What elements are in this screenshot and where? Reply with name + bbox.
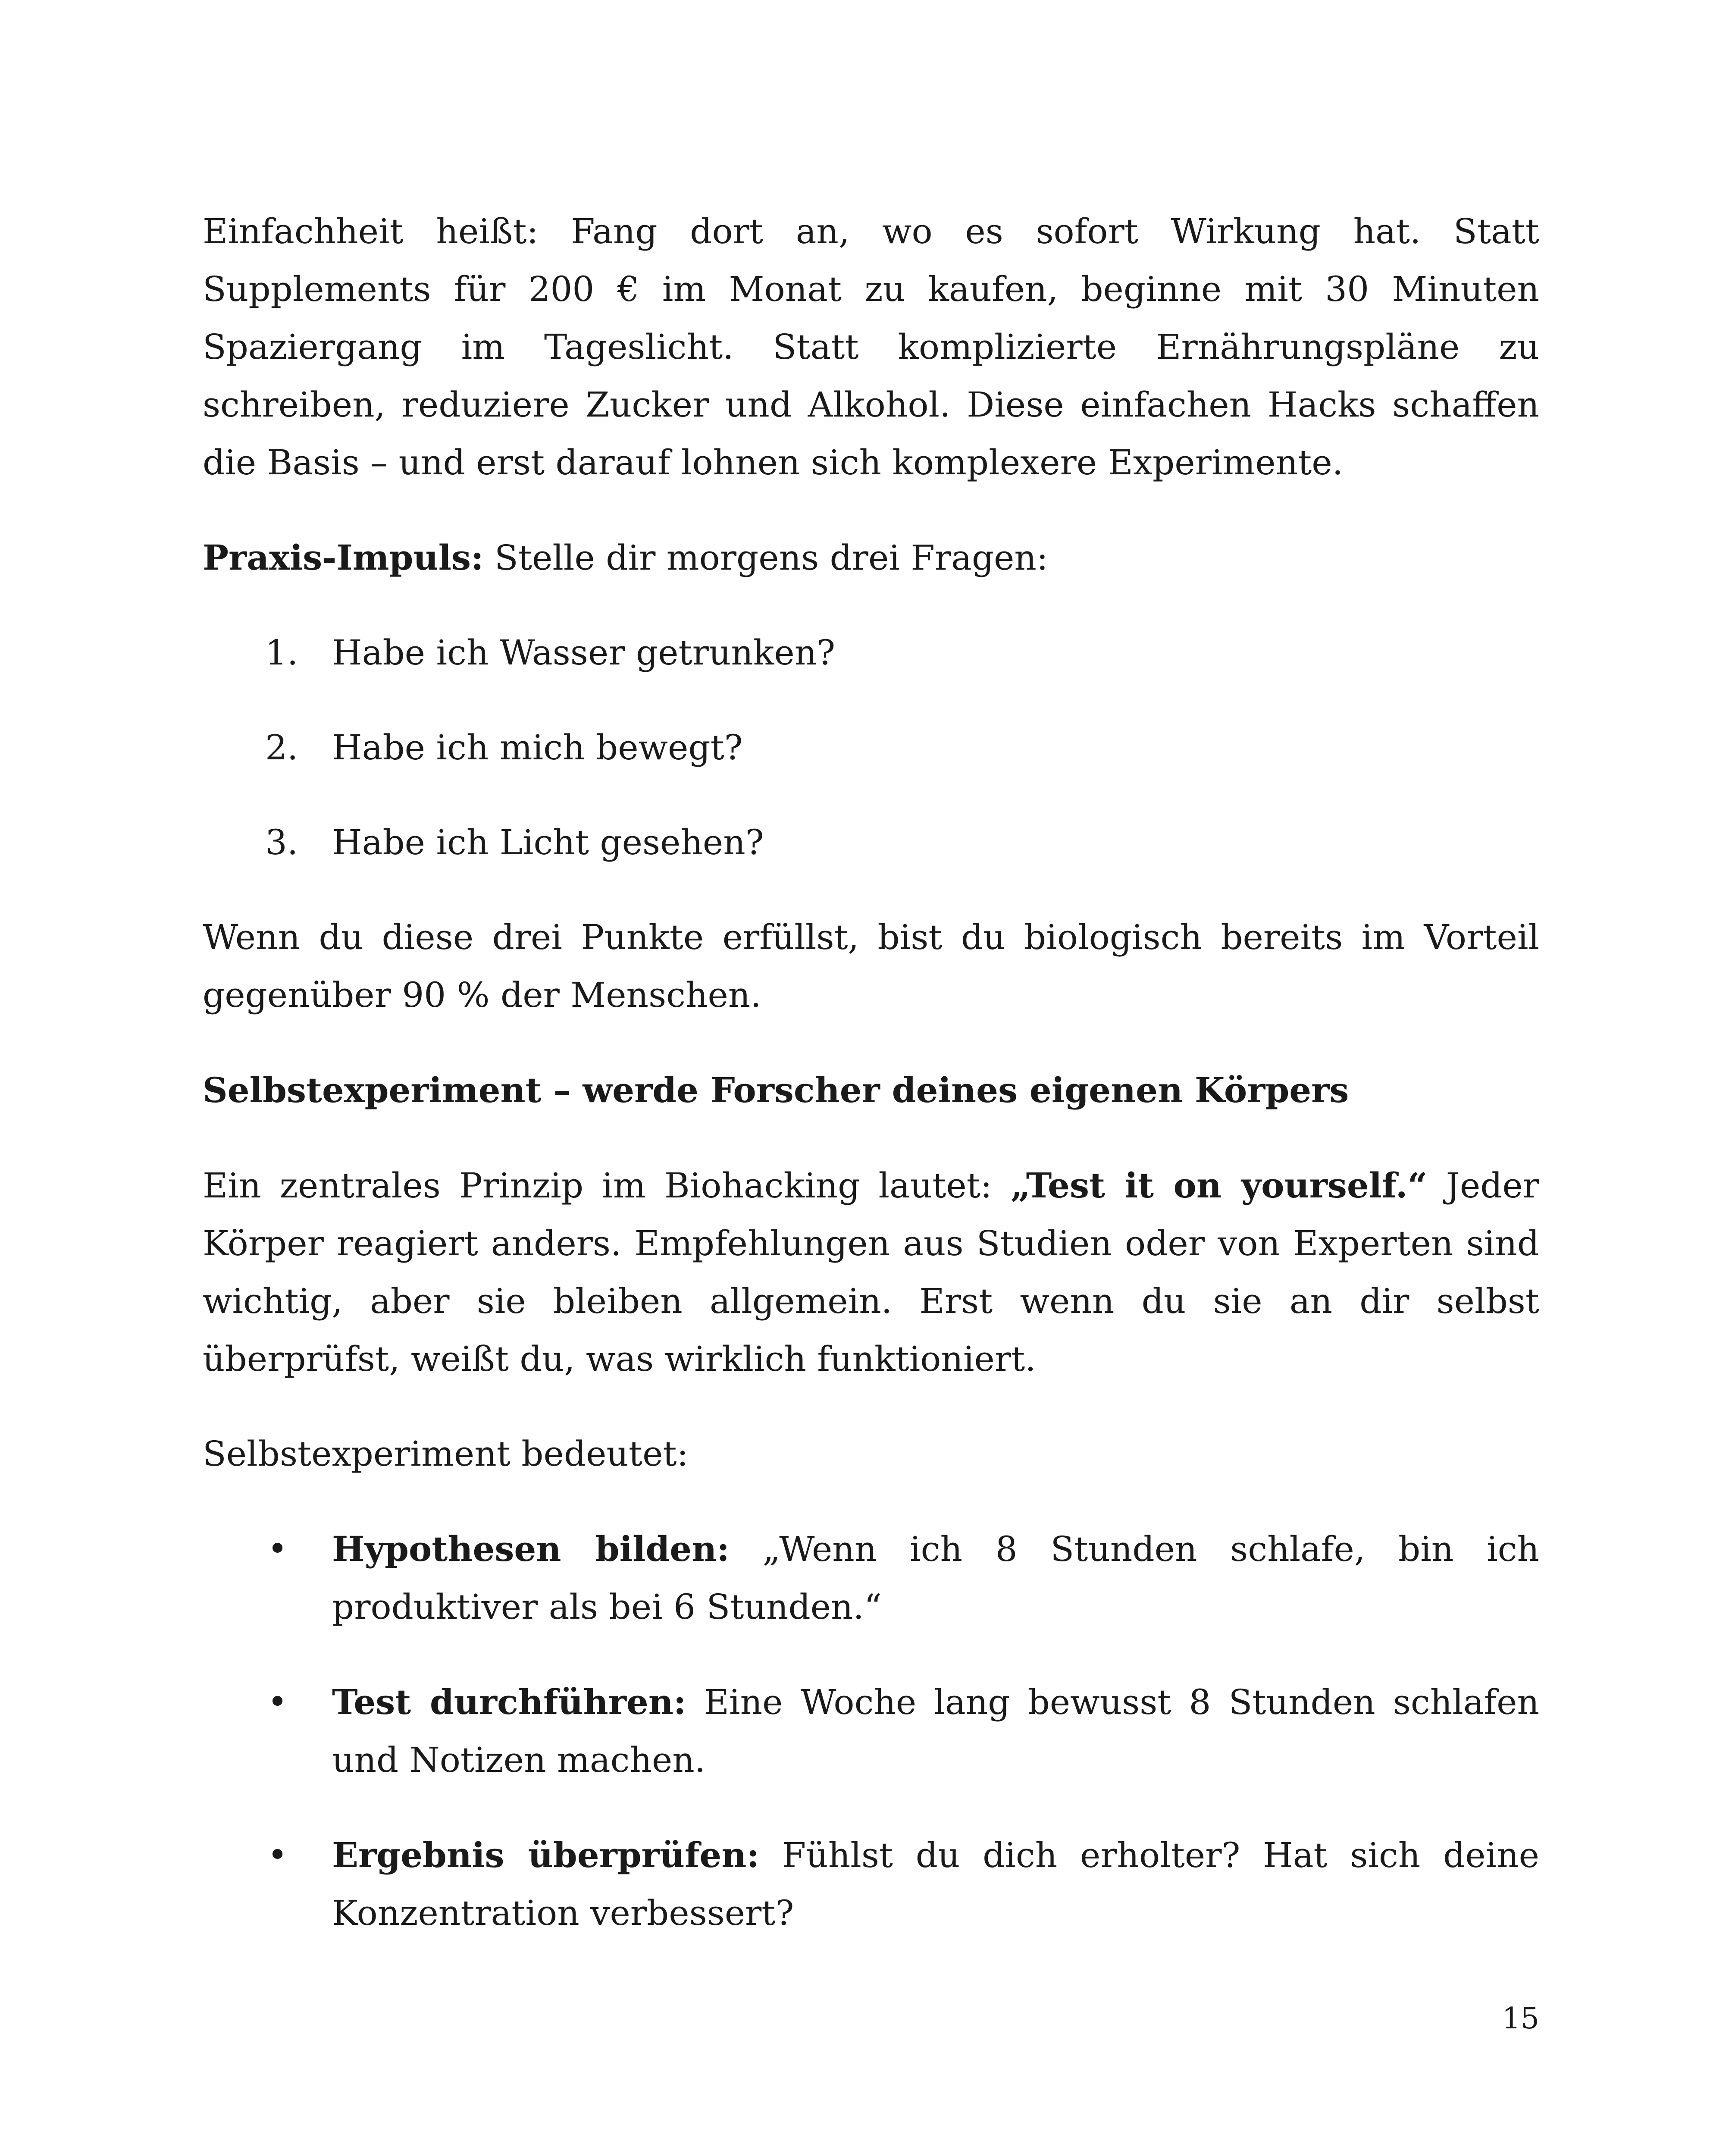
list-item-question-3 <box>203 814 1539 871</box>
quote-test-it: „Test it on yourself.“ <box>1011 1165 1428 1206</box>
list-item-hypothesis <box>203 1520 1539 1636</box>
list-item-result <box>203 1826 1539 1942</box>
step-text: Eine Woche lang bewusst 8 Stunden schlafen und Notizen machen. <box>332 1682 1540 1780</box>
list-item-text: Habe ich mich bewegt? <box>332 727 743 768</box>
paragraph-simplicity: Einfachheit heißt: Fang dort an, wo es sofort Wirkung hat. Statt Supplements für 200 € im Monat zu kaufen, beginne mit 30 Minuten Spaziergang im Tageslicht. Statt komplizierte Ernährungspläne zu schreiben, reduziere Zucker und Alkohol. Diese einfachen Hacks schaffen die Basis – und erst darauf lohnen sich komplexere Experimente. <box>203 211 1539 483</box>
step-label: Hypothesen bilden: <box>332 1529 730 1569</box>
morning-questions-list <box>203 624 1539 871</box>
paragraph-test-yourself <box>203 1156 1539 1388</box>
section-heading-text: Selbstexperiment – werde Forscher deines eigenen Körpers <box>203 1070 1349 1110</box>
bullet-icon: • <box>267 1529 288 1569</box>
list-item-question-1 <box>203 624 1539 682</box>
paragraph-definition: Selbstexperiment bedeutet: <box>203 1434 689 1474</box>
section-heading <box>203 1061 1539 1119</box>
praxis-impuls-paragraph <box>203 529 1539 587</box>
experiment-steps-list <box>203 1520 1539 1942</box>
page-content <box>203 203 1539 1942</box>
paragraph-advantage: Wenn du diese drei Punkte erfüllst, bist du biologisch bereits im Vorteil gegenüber 90 % der Menschen. <box>203 917 1539 1015</box>
step-text: Fühlst du dich erholter? Hat sich deine Konzentration verbessert? <box>332 1835 1540 1933</box>
praxis-impuls-text: Stelle dir morgens drei Fragen: <box>483 538 1048 578</box>
list-item-test <box>203 1673 1539 1789</box>
bullet-icon: • <box>267 1835 288 1875</box>
list-item-question-2 <box>203 719 1539 777</box>
bullet-icon: • <box>267 1682 288 1722</box>
page-number: 15 <box>1502 2002 1539 2036</box>
step-text: „Wenn ich 8 Stunden schlafe, bin ich produktiver als bei 6 Stunden.“ <box>332 1529 1539 1627</box>
step-label: Ergebnis überprüfen: <box>332 1835 759 1875</box>
paragraph-text-after: Jeder Körper reagiert anders. Empfehlungen aus Studien oder von Experten sind wichtig, aber sie bleiben allgemein. Erst wenn du sie an dir selbst überprüfst, weißt du, was wirklich funktioniert. <box>203 1166 1540 1379</box>
paragraph-text-before: Ein zentrales Prinzip im Biohacking lautet: <box>203 1166 1011 1206</box>
list-number: 2. <box>265 727 298 768</box>
step-label: Test durchführen: <box>332 1682 686 1722</box>
praxis-impuls-label: Praxis-Impuls: <box>203 537 484 578</box>
list-item-text: Habe ich Wasser getrunken? <box>332 633 836 673</box>
list-item-text: Habe ich Licht gesehen? <box>332 822 764 862</box>
list-number: 1. <box>265 633 298 673</box>
list-number: 3. <box>265 822 298 862</box>
